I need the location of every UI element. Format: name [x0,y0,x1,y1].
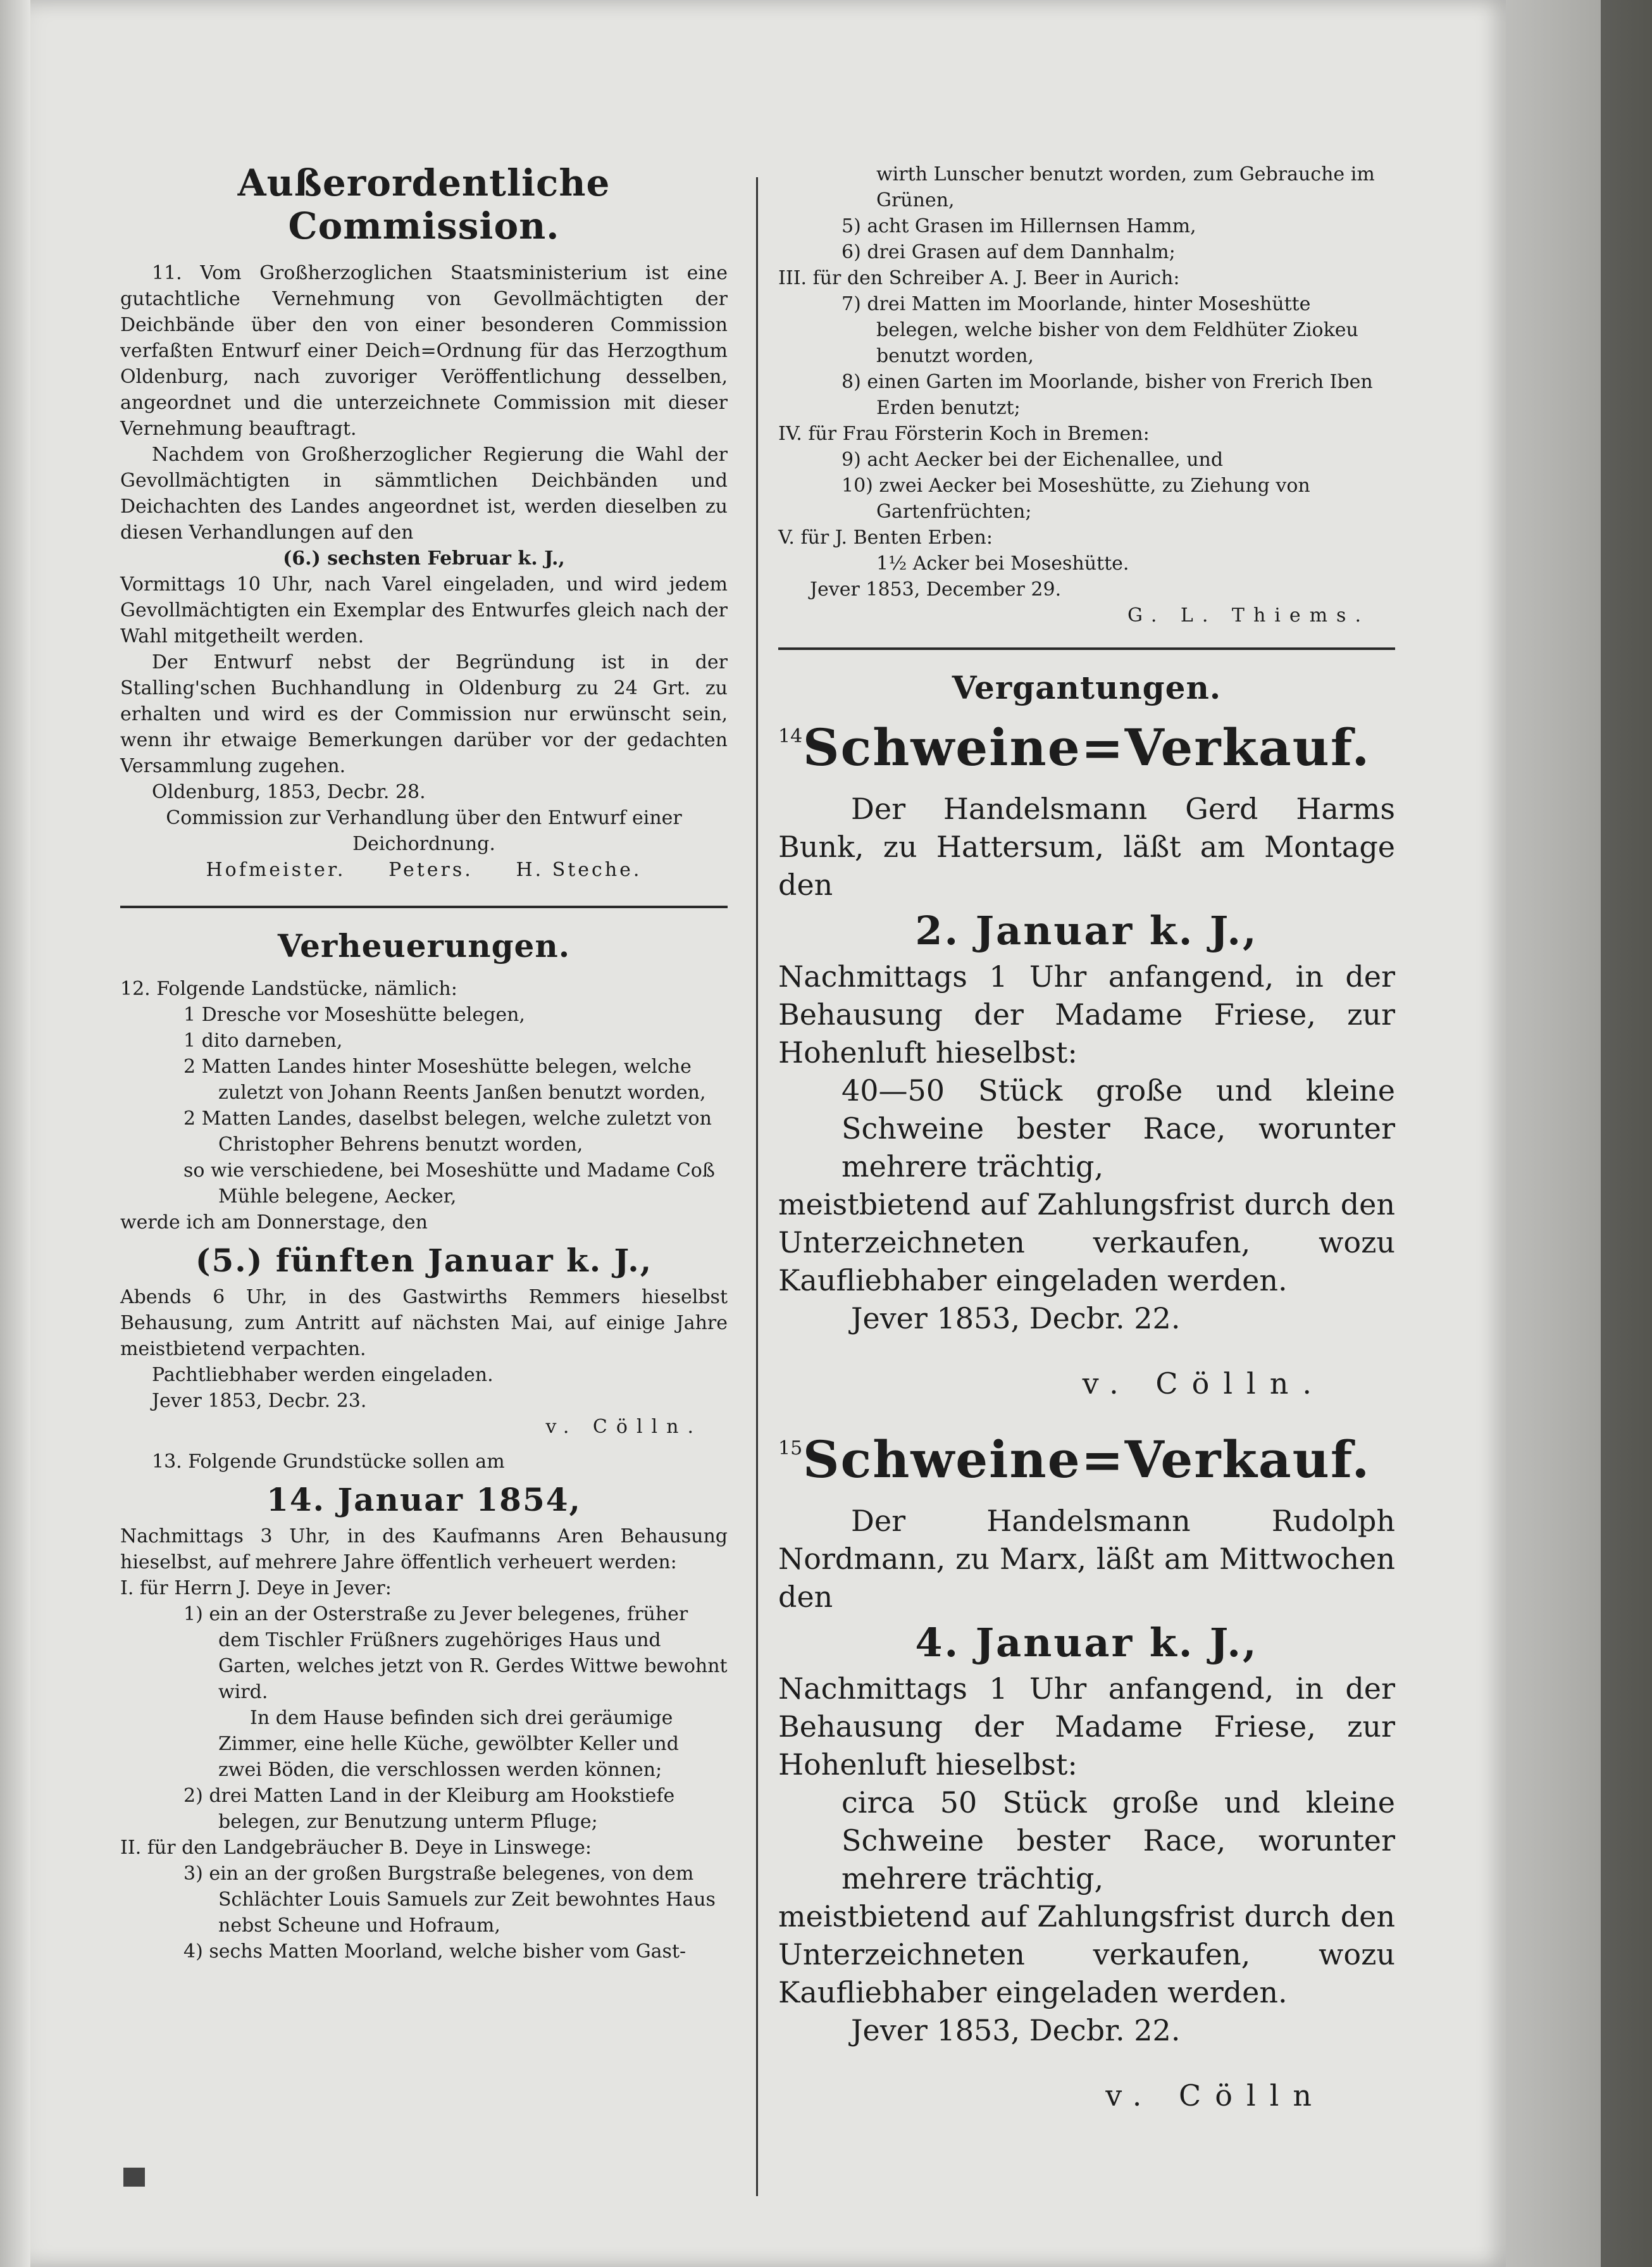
notice-15-paragraph-1: Der Handelsmann Rudolph Nordmann, zu Marx, läßt am Mittwochen den [778,1504,1395,1614]
notice-13-paragraph: Nachmittags 3 Uhr, in des Kaufmanns Aren Behausung hieselbst, auf mehrere Jahre öffentlich verheuert werden: [120,1525,728,1573]
continued-item: 7) drei Matten im Moorlande, hinter Moseshütte belegen, welche bisher von dem Feldhüter Ziokeu benutzt worden, [842,293,1358,367]
section-rule [778,647,1395,650]
notice-12-place-date: Jever 1853, Decbr. 23. [152,1390,367,1412]
notice-15-signature: v. Cölln [1105,2078,1326,2113]
notice-15-date: 4. Januar k. J., [915,1620,1258,1666]
notice-14-paragraph-3: meistbietend auf Zahlungsfrist durch den Unterzeichneten verkaufen, wozu Kaufliebhaber eingeladen werden. [778,1187,1395,1297]
notice-15 [778,1430,1395,2113]
commission-paragraph-2: Nachdem von Großherzoglicher Regierung die Wahl der Gevollmächtigten in sämmtlichen Deichbänden und Deichachten des Landes angeordnet ist, werden dieselben zu diesen Verhandlungen auf den [120,444,728,544]
notice-13-continued [778,161,1395,628]
notice-12-signature: v. Cölln. [545,1416,702,1438]
commission-heading: Außerordentliche Commission. [237,161,611,247]
notice-15-place-date: Jever 1853, Decbr. 22. [851,2013,1181,2047]
notice-13-item: 2) drei Matten Land in der Kleiburg am Hookstiefe belegen, zur Benutzung unterm Pfluge; [183,1785,675,1833]
notice-15-paragraph-2: Nachmittags 1 Uhr anfangend, in der Behausung der Madame Friese, zur Hohenluft hieselbst: [778,1671,1395,1782]
continued-owner: V. für J. Benten Erben: [778,527,993,549]
commission-signatories: Hofmeister. Peters. H. Steche. [206,859,642,881]
notice-13-date: 14. Januar 1854, [266,1481,581,1518]
vergantungen-heading: Vergantungen. [952,669,1222,706]
commission-paragraph-3: Vormittags 10 Uhr, nach Varel eingeladen, und wird jedem Gevollmächtigten ein Exemplar des Entwurfes gleich nach der Wahl mitgetheilt werden. [120,573,728,647]
continued-item: wirth Lunscher benutzt worden, zum Gebrauche im Grünen, [876,163,1375,211]
continued-owner: III. für den Schreiber A. J. Beer in Aurich: [778,267,1180,289]
continued-item: 1½ Acker bei Moseshütte. [876,553,1129,575]
notice-13-item: 1) ein an der Osterstraße zu Jever belegenes, früher dem Tischler Früßners zugehöriges Haus und Garten, welches jetzt von R. Gerdes Wittwe bewohnt wird. [183,1603,728,1703]
notice-14-title: Schweine=Verkauf. [802,718,1371,777]
notice-13-list [120,1575,728,1964]
continued-item: 6) drei Grasen auf dem Dannhalm; [842,241,1176,263]
continued-signature: G. L. Thiems. [1127,604,1370,627]
continued-owner: IV. für Frau Försterin Koch in Bremen: [778,423,1150,445]
left-column [120,161,728,1964]
notice-15-title: Schweine=Verkauf. [802,1430,1371,1489]
notice-15-goods: circa 50 Stück große und kleine Schweine bester Race, worunter mehrere trächtig, [842,1785,1395,1895]
notice-12-item: 2 Matten Landes hinter Moseshütte belegen, welche zuletzt von Johann Reents Janßen benutzt worden, [183,1056,706,1104]
notice-12-item: so wie verschiedene, bei Moseshütte und Madame Coß Mühle belegene, Aecker, [183,1159,715,1208]
commission-signature-line-1: Commission zur Verhandlung über den Entwurf einer [166,807,682,829]
commission-place-date: Oldenburg, 1853, Decbr. 28. [152,781,426,803]
notice-13-owner: II. für den Landgebräucher B. Deye in Linswege: [120,1837,592,1859]
commission-paragraph-4: Der Entwurf nebst der Begründung ist in der Stalling'schen Buchhandlung in Oldenburg zu 24 Grt. zu erhalten und wird es der Commission nur erwünscht sein, wenn ihr etwaige Bemerkungen darüber vor der gedachten Versammlung zugehen. [120,651,728,777]
notice-13-item: 4) sechs Matten Moorland, welche bisher vom Gast- [183,1940,686,1963]
column-divider [756,177,758,2196]
page-spine [0,0,30,2267]
notice-12-paragraph: Abends 6 Uhr, in des Gastwirths Remmers hieselbst Behausung, zum Antritt auf nächsten Mai, auf einige Jahre meistbietend verpachten. [120,1286,728,1360]
right-column [778,161,1395,2142]
notice-14-number: 14 [778,725,803,747]
notice-13-owner: I. für Herrn J. Deye in Jever: [120,1577,392,1599]
section-rule [120,906,728,908]
notice-14-paragraph-2: Nachmittags 1 Uhr anfangend, in der Behausung der Madame Friese, zur Hohenluft hieselbst: [778,959,1395,1070]
notice-13-item: 3) ein an der großen Burgstraße belegenes, von dem Schlächter Louis Samuels zur Zeit bewohntes Haus nebst Scheune und Hofraum, [183,1863,716,1937]
notice-12-item: 1 dito darneben, [183,1030,343,1052]
continued-item: 10) zwei Aecker bei Moseshütte, zu Ziehung von Gartenfrüchten; [842,475,1310,523]
notice-15-number: 15 [778,1437,803,1459]
commission-date: (6.) sechsten Februar k. J., [283,547,565,570]
continued-place-date: Jever 1853, December 29. [810,578,1062,601]
notice-12-invitation: werde ich am Donnerstage, den [120,1211,428,1233]
notice-13-intro: 13. Folgende Grundstücke sollen am [152,1451,505,1473]
notice-12 [120,976,728,1235]
notice-12-date: (5.) fünften Januar k. J., [195,1242,653,1279]
notice-14-paragraph-1: Der Handelsmann Gerd Harms Bunk, zu Hattersum, läßt am Montage den [778,792,1395,902]
commission-signature-line-2: Deichordnung. [352,833,495,855]
notice-14-goods: 40—50 Stück große und kleine Schweine bester Race, worunter mehrere trächtig, [842,1073,1395,1183]
continued-item: 9) acht Aecker bei der Eichenallee, und [842,449,1224,471]
notice-12-item: 2 Matten Landes, daselbst belegen, welche zuletzt von Christopher Behrens benutzt worden, [183,1108,712,1156]
notice-14 [778,718,1395,1401]
page-edge-strip [1506,0,1601,2267]
notice-12-invite: Pachtliebhaber werden eingeladen. [152,1364,494,1386]
notice-13-item-detail: In dem Hause befinden sich drei geräumige Zimmer, eine helle Küche, gewölbter Keller und zwei Böden, die verschlossen werden können; [218,1707,679,1781]
notice-12-intro: 12. Folgende Landstücke, nämlich: [120,978,457,1000]
continued-item: 8) einen Garten im Moorlande, bisher von Frerich Iben Erden benutzt; [842,371,1373,419]
notice-14-signature: v. Cölln. [1082,1366,1326,1401]
verheuerungen-heading: Verheuerungen. [277,927,571,965]
page-edge-shadow [1506,0,1652,2267]
commission-paragraph-1: 11. Vom Großherzoglichen Staatsministerium ist eine gutachtliche Vernehmung von Gevollmächtigten der Deichbände über den von einer besonderen Commission verfaßten Entwurf einer Deich=Ordnung für das Herzogthum Oldenburg, nach zuvoriger Veröffentlichung desselben, angeordnet und die unterzeichnete Commission mit dieser Vernehmung beauftragt. [120,262,728,440]
continued-item: 5) acht Grasen im Hillernsen Hamm, [842,215,1196,237]
notice-15-paragraph-3: meistbietend auf Zahlungsfrist durch den Unterzeichneten verkaufen, wozu Kaufliebhaber eingeladen werden. [778,1899,1395,2009]
notice-14-place-date: Jever 1853, Decbr. 22. [851,1301,1181,1335]
print-mark [123,2168,145,2187]
notice-12-item: 1 Dresche vor Moseshütte belegen, [183,1004,525,1026]
notice-14-date: 2. Januar k. J., [915,908,1258,954]
